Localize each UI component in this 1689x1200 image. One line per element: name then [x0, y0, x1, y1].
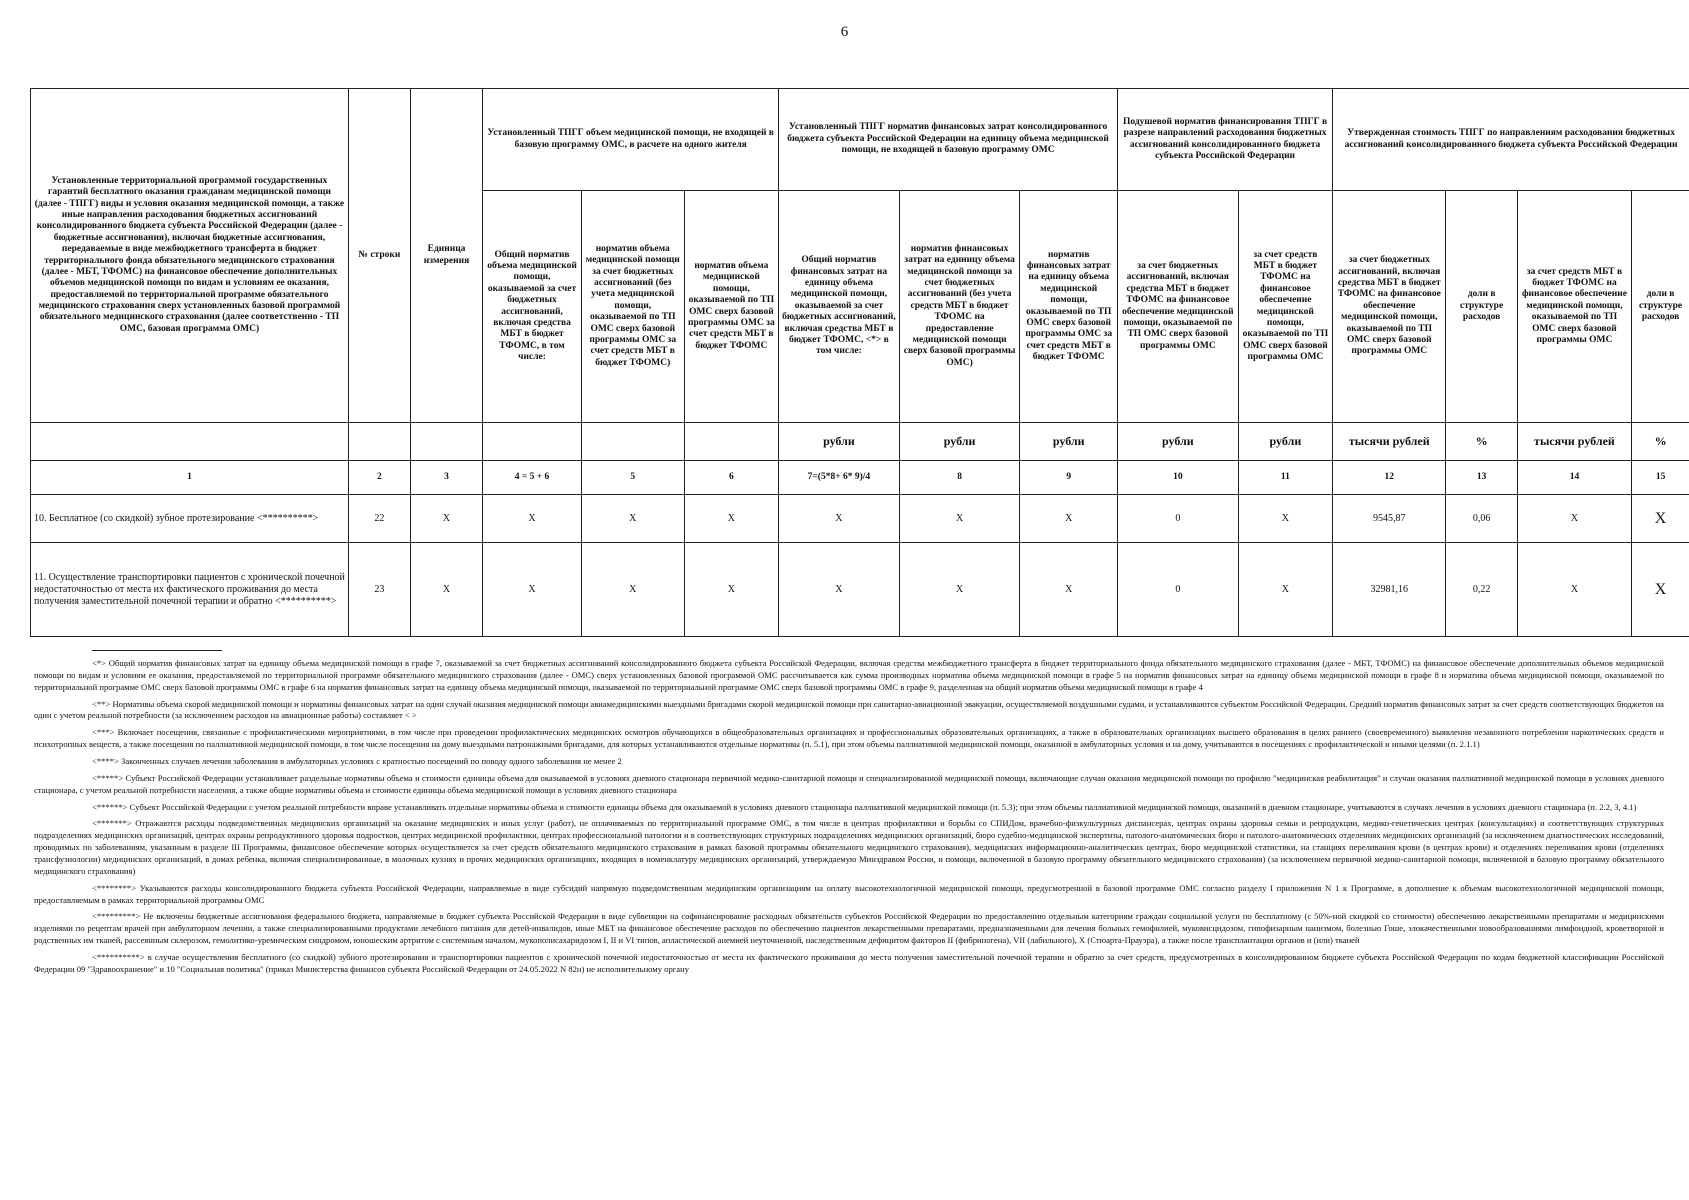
table-cell: 0,22	[1446, 543, 1517, 637]
financing-table	[30, 88, 1689, 637]
table-cell: X	[779, 543, 900, 637]
column-number: 10	[1118, 461, 1239, 495]
header-col-7: Общий норматив финансовых затрат на единицу объема медицинской помощи, оказываемой за счет бюджетных ассигнований, включая средства МБТ в бюджет ТФОМС, <*> в том числе:	[779, 191, 900, 423]
column-number: 1	[31, 461, 349, 495]
table-cell: X	[684, 495, 778, 543]
footnote: <****> Законченных случаев лечения заболевания в амбулаторных условиях с кратностью посещений по поводу одного заболевания не менее 2	[92, 756, 622, 767]
header-col-12: за счет бюджетных ассигнований, включая средства МБТ в бюджет ТФОМС на финансовое обеспечение медицинской помощи, оказываемой по ТП ОМС сверх базовой программы ОМС	[1333, 191, 1446, 423]
footnote: <*> Общий норматив финансовых затрат на единицу объема медицинской помощи в графе 7, оказываемой за счет бюджетных ассигнований консолидированного бюджета субъекта Российской Федерации, включая средства межбюджетного трансферта в бюджет территориального фонда обязательного медицинского страхования (далее - МБТ, ТФОМС) на финансовое обеспечение дополнительных объемов медицинской помощи по видам и условиям ее оказания, предоставляемой по территориальной программе обязательного медицинского страхования (далее - ОМС) сверх установленных базовой программой ОМС рассчитывается как сумма производных норматива объема медицинской помощи в графе 5 на норматив финансовых затрат на единицу объема медицинской помощи в графе 8 и норматива объема медицинской помощи, оказываемой по территориальной программе ОМС сверх базовой программы ОМС в графе 6 на норматив финансовых затрат на единицу объема медицинской помощи, оказываемой по территориальной программе ОМС сверх базовой программы ОМС в графе 9, разделенная на общий норматив объема медицинской помощи в графе 4	[34, 658, 1664, 692]
table-cell: X	[1517, 543, 1631, 637]
header-col-4: Общий норматив объема медицинской помощи, оказываемой за счет бюджетных ассигнований, включая средства МБТ в бюджет ТФОМС, в том числе:	[483, 191, 582, 423]
footnotes	[34, 650, 1664, 981]
column-number: 3	[410, 461, 482, 495]
header-col-3: Единица измерения	[410, 89, 482, 423]
unit-cell: рубли	[779, 423, 900, 461]
table-cell: X	[779, 495, 900, 543]
table-cell: X	[1632, 543, 1689, 637]
footnote-divider	[92, 650, 222, 651]
header-row-groups	[31, 89, 1689, 191]
column-number: 11	[1238, 461, 1332, 495]
unit-cell	[31, 423, 349, 461]
unit-cell: рубли	[1238, 423, 1332, 461]
footnote: <******> Субъект Российской Федерации с учетом реальной потребности вправе устанавливать отдельные нормативы объема и стоимости единицы объема для оказываемой в условиях дневного стационара паллиативной медицинской помощи (п. 5.3); при этом объемы паллиативной медицинской помощи, оказанной в дневном стационаре, учитываются в случаях лечения в условиях дневного стационара (п. 2.2, 3, 4.1)	[92, 801, 1637, 812]
footnote: <*****> Субъект Российской Федерации устанавливает раздельные нормативы объема и стоимости единицы объема для оказываемой в условиях дневного стационара первичной медико-санитарной помощи и специализированной медицинской помощи, включающие случаи оказания медицинской помощи по профилю "медицинская реабилитация" и случаи оказания паллиативной медицинской помощи в условиях дневного стационара, с учетом реальной потребности населения, а также общие нормативы объема и стоимости единицы объема медицинской помощи в условиях дневного стационара	[34, 772, 1664, 795]
unit-cell: рубли	[1020, 423, 1118, 461]
page-number: 6	[840, 24, 849, 40]
header-col-8: норматив финансовых затрат на единицу объема медицинской помощи за счет бюджетных ассигнований (без учета средств МБТ в бюджет ТФОМС на предоставление медицинской помощи сверх базовой программы ОМС)	[899, 191, 1020, 423]
table-cell: X	[899, 495, 1020, 543]
table-cell: 22	[348, 495, 410, 543]
table-cell: X	[1632, 495, 1689, 543]
unit-cell: рубли	[1118, 423, 1239, 461]
table-cell: X	[483, 495, 582, 543]
table-cell: 9545,87	[1333, 495, 1446, 543]
column-number: 7=(5*8+ 6* 9)/4	[779, 461, 900, 495]
column-number: 15	[1632, 461, 1689, 495]
table-cell: X	[581, 495, 684, 543]
unit-cell: %	[1632, 423, 1689, 461]
column-number: 2	[348, 461, 410, 495]
table-cell: X	[899, 543, 1020, 637]
header-group-per-capita: Подушевой норматив финансирования ТПГГ в разрезе направлений расходования бюджетных ассигнований консолидированного бюджета субъекта Российской Федерации	[1118, 89, 1333, 191]
unit-cell: тысячи рублей	[1333, 423, 1446, 461]
column-number: 5	[581, 461, 684, 495]
header-col-11: за счет средств МБТ в бюджет ТФОМС на финансовое обеспечение медицинской помощи, оказываемой по ТП ОМС сверх базовой программы ОМС	[1238, 191, 1332, 423]
column-number: 13	[1446, 461, 1517, 495]
header-col-13: доли в структуре расходов	[1446, 191, 1517, 423]
header-col-9: норматив финансовых затрат на единицу объема медицинской помощи, оказываемой по ТП ОМС сверх базовой программы ОМС за счет средств МБТ в бюджет ТФОМС	[1020, 191, 1118, 423]
column-number: 6	[684, 461, 778, 495]
footnote: <***> Включает посещения, связанные с профилактическими мероприятиями, в том числе при проведении профилактических медицинских осмотров обучающихся в общеобразовательных организациях и профессиональных образовательных организациях, а также в образовательных организациях высшего образования в целях раннего (своевременного) выявления незаконного потребления наркотических средств и психотропных веществ, а также посещения по паллиативной медицинской помощи, в том числе посещения на дому выездными патронажными бригадами, для которых устанавливаются отдельные нормативы (п. 5.1), при этом объемы паллиативной медицинской помощи, оказанной в амбулаторных условия и на дому, учитываются в посещениях с профилактической и иными целями (п. 2.1.1)	[34, 727, 1664, 750]
header-col-1: Установленные территориальной программой государственных гарантий бесплатного оказания гражданам медицинской помощи (далее - ТПГГ) виды и условия оказания медицинской помощи, а также иные направления расходования бюджетных ассигнований консолидированного бюджета субъекта Российской Федерации (далее - бюджетные ассигнования), включая бюджетные ассигнования, передаваемые в виде межбюджетного трансферта в бюджет территориального фонда обязательного медицинского страхования (далее - МБТ, ТФОМС) на финансовое обеспечение дополнительных объемов медицинской помощи по видам и условиям ее оказания, предоставляемой по территориальной программе обязательного медицинского страхования сверх установленных базовой программой обязательного медицинского страхования (далее соответственно - ТП ОМС, базовая программа ОМС)	[31, 89, 349, 423]
column-number: 14	[1517, 461, 1631, 495]
column-number-row	[31, 461, 1689, 495]
table-cell: X	[410, 543, 482, 637]
header-col-5: норматив объема медицинской помощи за счет бюджетных ассигнований (без учета медицинской помощи, оказываемой по ТП ОМС сверх базовой программы ОМС за счет средств МБТ в бюджет ТФОМС)	[581, 191, 684, 423]
table-row	[31, 543, 1689, 637]
header-group-volume: Установленный ТПГГ объем медицинской помощи, не входящей в базовую программу ОМС, в расчете на одного жителя	[483, 89, 779, 191]
footnote: <**> Нормативы объема скорой медицинской помощи и нормативы финансовых затрат на один случай оказания медицинской помощи авиамедицинскими выездными бригадами скорой медицинской помощи при санитарно-авиационной эвакуации, осуществляемой воздушными судами, и устанавливаются субъектом Российской Федерации. Средний норматив финансовых затрат за счет средств соответствующих бюджетов на один с учетом реальной потребности (за исключением расходов на авиационные работы) составляет < >	[34, 698, 1664, 721]
table-cell: 0	[1118, 543, 1239, 637]
unit-cell	[483, 423, 582, 461]
footnote: <**********> в случае осуществления бесплатного (со скидкой) зубного протезирования и транспортировки пациентов с хронической почечной недостаточностью от места их фактического проживания до места получения заместительной почечной терапии и обратно за счет средств, предусмотренных в консолидированном бюджете субъекта Российской Федерации по кодам бюджетной классификации Российской Федерации 09 "Здравоохранение" и 10 "Социальная политика" (приказ Министерства финансов субъекта Российской Федерации от 24.05.2022 N 82н) не исполнительному органу	[34, 952, 1664, 974]
table-cell: X	[1020, 495, 1118, 543]
units-row	[31, 423, 1689, 461]
table-cell: X	[1238, 495, 1332, 543]
header-col-2: № строки	[348, 89, 410, 423]
table-cell: 23	[348, 543, 410, 637]
footnote: <*******> Отражаются расходы подведомственных медицинских организаций на оказание медицинских и иных услуг (работ), не оплачиваемых по территориальной программе ОМС, в том числе в центрах профилактики и борьбы со СПИДом, врачебно-физкультурных диспансерах, центрах охраны здоровья семьи и репродукции, медико-генетических центрах (консультациях) и соответствующих структурных подразделениях медицинских организаций, центрах охраны репродуктивного здоровья подростков, центрах медицинской профилактики, центрах профессиональной патологии и в соответствующих структурных подразделениях медицинских организаций, бюро судебно-медицинской экспертизы, патолого-анатомических бюро и патолого-анатомических отделениях медицинских организаций (за исключением диагностических исследований, проводимых по заболеваниям, указанным в разделе III Программы, финансовое обеспечение которых осуществляется за счет средств обязательного медицинского страхования в рамках базовой программы обязательного медицинского страхования), медицинских информационно-аналитических центрах, бюро медицинской статистики, на станциях переливания крови (в центрах крови) и отделениях переливания крови (отделениях трансфузиологии) медицинских организаций, в домах ребенка, включая специализированные, в молочных кухнях и прочих медицинских организациях, входящих в номенклатуру медицинских организаций, утверждаемую Минздравом России, и помощи, включенной в базовую программу обязательного медицинского страхования) (за исключением первичной медико-санитарной помощи, включенной в базовую программу обязательного медицинского страхования)	[34, 818, 1664, 876]
header-col-10: за счет бюджетных ассигнований, включая средства МБТ в бюджет ТФОМС на финансовое обеспечение медицинской помощи, оказываемой по ТП ОМС сверх базовой программы ОМС	[1118, 191, 1239, 423]
row-label: 10. Бесплатное (со скидкой) зубное протезирование <**********>	[31, 495, 349, 543]
unit-cell	[581, 423, 684, 461]
table-cell: X	[684, 543, 778, 637]
header-col-15: доли в структуре расходов	[1632, 191, 1689, 423]
header-col-14: за счет средств МБТ в бюджет ТФОМС на финансовое обеспечение медицинской помощи, оказываемой по ТП ОМС сверх базовой программы ОМС	[1517, 191, 1631, 423]
table-cell: 32981,16	[1333, 543, 1446, 637]
column-number: 12	[1333, 461, 1446, 495]
table-cell: X	[1238, 543, 1332, 637]
column-number: 4 = 5 + 6	[483, 461, 582, 495]
table-cell: X	[1020, 543, 1118, 637]
header-group-approved-cost: Утвержденная стоимость ТПГГ по направлениям расходования бюджетных ассигнований консолидированного бюджета субъекта Российской Федерации	[1333, 89, 1689, 191]
unit-cell: тысячи рублей	[1517, 423, 1631, 461]
row-label: 11. Осуществление транспортировки пациентов с хронической почечной недостаточностью от места их фактического проживания до места получения заместительной почечной терапии и обратно <**********>	[31, 543, 349, 637]
unit-cell	[410, 423, 482, 461]
column-number: 9	[1020, 461, 1118, 495]
column-number: 8	[899, 461, 1020, 495]
table-cell: X	[581, 543, 684, 637]
unit-cell	[348, 423, 410, 461]
table-cell: X	[410, 495, 482, 543]
table-cell: 0	[1118, 495, 1239, 543]
unit-cell: %	[1446, 423, 1517, 461]
footnote: <********> Указываются расходы консолидированного бюджета субъекта Российской Федерации, направляемые в виде субсидий напрямую подведомственным медицинским организациям на оплату высокотехнологичной медицинской помощи, предусмотренной в базовой программе ОМС согласно разделу I приложения N 1 к Программе, в дополнение к объемам высокотехнологичной медицинской помощи, предоставляемым в рамках территориальной программы ОМС	[34, 882, 1664, 905]
unit-cell: рубли	[899, 423, 1020, 461]
table-cell: 0,06	[1446, 495, 1517, 543]
footnote: <*********> Не включены бюджетные ассигнования федерального бюджета, направляемые в бюджет субъекта Российской Федерации в виде субвенции на софинансирование расходных обязательств субъектов Российской Федерации по предоставлению отдельным категориям граждан социальной услуги по бесплатному (с 50%-ной скидкой со стоимости) обеспечению лекарственными препаратами и медицинскими изделиями по рецептам врачей при амбулаторном лечении, а также специализированными продуктами лечебного питания для детей-инвалидов, иные МБТ на финансовое обеспечение расходов по обеспечению пациентов лекарственными препаратами, предназначенными для лечения больных гемофилией, муковисцидозом, гипофизарным нанизмом, болезнью Гоше, злокачественными новообразованиями лимфоидной, кроветворной и родственных им тканей, рассеянным склерозом, гемолитико-уремическим синдромом, юношеским артритом с системным началом, мукополисахаридозом I, II и VI типов, апластической анемией неуточненной, наследственным дефицитом факторов II (фибриногена), VII (лабильного), X (Стюарта-Прауэра), а также после трансплантации органов и (или) тканей	[34, 911, 1664, 946]
table-row	[31, 495, 1689, 543]
table-cell: X	[1517, 495, 1631, 543]
unit-cell	[684, 423, 778, 461]
table-cell: X	[483, 543, 582, 637]
header-group-cost-norm: Установленный ТПГГ норматив финансовых затрат консолидированного бюджета субъекта Российской Федерации на единицу объема медицинской помощи, не входящей в базовую программу ОМС	[779, 89, 1118, 191]
header-col-6: норматив объема медицинской помощи, оказываемой по ТП ОМС сверх базовой программы ОМС за счет средств МБТ в бюджет ТФОМС	[684, 191, 778, 423]
